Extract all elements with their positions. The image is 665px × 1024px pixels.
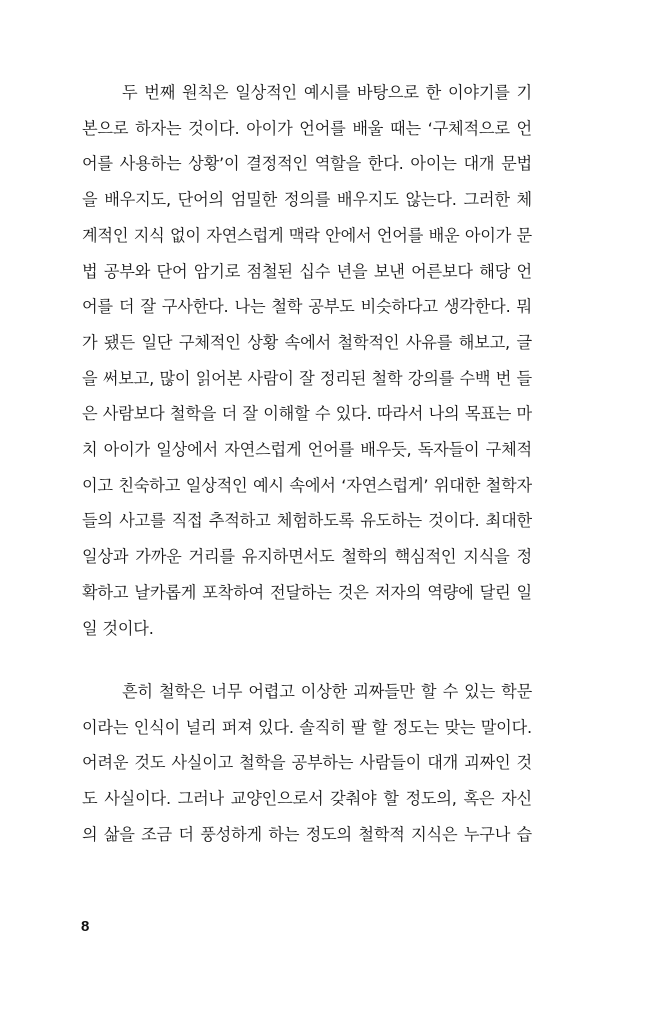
text-line: 흔히 철학은 너무 어렵고 이상한 괴짜들만 할 수 있는 학문 — [122, 682, 532, 701]
page-number: 8 — [81, 918, 90, 935]
text-line: 두 번째 원칙은 일상적인 예시를 바탕으로 한 이야기를 기 — [122, 83, 532, 102]
text-line: 법 공부와 단어 암기로 점철된 십수 년을 보낸 어른보다 해당 언 — [82, 261, 532, 281]
text-line: 확하고 날카롭게 포착하여 전달하는 것은 저자의 역량에 달린 일 — [82, 582, 532, 602]
text-line: 어를 더 잘 구사한다. 나는 철학 공부도 비슷하다고 생각한다. 뭐 — [82, 297, 532, 317]
text-line: 가 됐든 일단 구체적인 상황 속에서 철학적인 사유를 해보고, 글 — [82, 332, 532, 352]
text-line: 의 삶을 조금 더 풍성하게 하는 정도의 철학적 지식은 누구나 습 — [82, 824, 532, 844]
text-line: 이라는 인식이 널리 퍼져 있다. 솔직히 팔 할 정도는 맞는 말이다. — [82, 717, 532, 737]
text-line: 은 사람보다 철학을 더 잘 이해할 수 있다. 따라서 나의 목표는 마 — [82, 404, 532, 424]
text-line: 을 써보고, 많이 읽어본 사람이 잘 정리된 철학 강의를 수백 번 들 — [82, 368, 532, 388]
text-line: 들의 사고를 직접 추적하고 체험하도록 유도하는 것이다. 최대한 — [82, 511, 532, 531]
text-line: 일상과 가까운 거리를 유지하면서도 철학의 핵심적인 지식을 정 — [82, 547, 532, 567]
text-line: 도 사실이다. 그러나 교양인으로서 갖춰야 할 정도의, 혹은 자신 — [82, 789, 532, 809]
text-line: 치 아이가 일상에서 자연스럽게 언어를 배우듯, 독자들이 구체적 — [82, 440, 532, 459]
text-line: 어를 사용하는 상황’이 결정적인 역할을 한다. 아이는 대개 문법 — [82, 154, 532, 174]
text-line: 이고 친숙하고 일상적인 예시 속에서 ‘자연스럽게’ 위대한 철학자 — [82, 475, 532, 495]
text-line: 일 것이다. — [82, 618, 154, 638]
text-line: 을 배우지도, 단어의 엄밀한 정의를 배우지도 않는다. 그러한 체 — [82, 190, 532, 210]
text-line: 계적인 지식 없이 자연스럽게 맥락 안에서 언어를 배운 아이가 문 — [82, 225, 532, 245]
text-line: 어려운 것도 사실이고 철학을 공부하는 사람들이 대개 괴짜인 것 — [82, 753, 532, 773]
text-line: 본으로 하자는 것이다. 아이가 언어를 배울 때는 ‘구체적으로 언 — [82, 118, 532, 138]
